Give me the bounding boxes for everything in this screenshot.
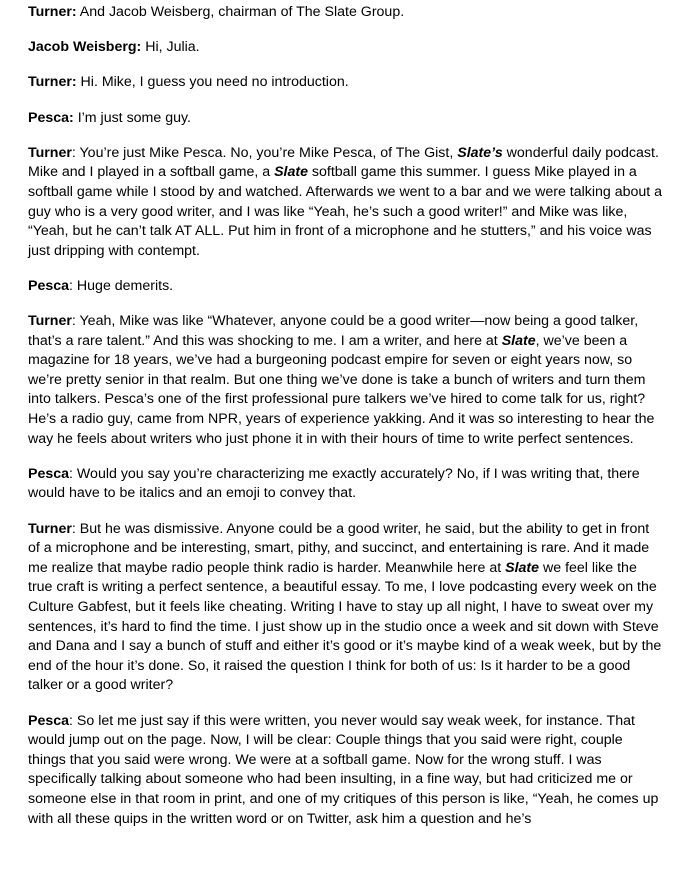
transcript-paragraph	[28, 73, 664, 93]
speaker-name: Pesca	[28, 712, 70, 729]
dialogue-text: : Yeah, Mike was like “Whatever, anyone could be a good writer—now being a good talker, that’s a rare talent.” And this was shocking to me. I am a writer, and here at	[28, 313, 639, 349]
publication-name: Slate	[505, 559, 540, 576]
speaker-name: Turner:	[28, 74, 77, 91]
transcript-paragraph	[28, 144, 664, 262]
speaker-name: Pesca	[28, 277, 70, 294]
dialogue-text: Hi, Julia.	[141, 39, 200, 56]
transcript-paragraph	[28, 520, 664, 696]
publication-name: Slate	[501, 332, 536, 349]
transcript-paragraph	[28, 712, 664, 830]
transcript-paragraph	[28, 38, 664, 58]
dialogue-text: : But he was dismissive. Anyone could be a good writer, he said, but the ability to get in front of a microphone and be interesting, smart, pithy, and succinct, and entertaining is rare. And it made me realize that maybe radio people think radio is harder. Meanwhile here at	[28, 520, 650, 576]
dialogue-text: softball game this summer. I guess Mike played in a softball game while I stood by and watched. Afterwards we went to a bar and we were talking about a guy who is a very good writer, and I was like “Yeah, he’s such a good writer!” and Mike was like, “Yeah, but he can’t talk AT ALL. Put him in front of a microphone and he stutters,” and his voice was just dripping with contempt.	[28, 164, 663, 259]
transcript-paragraph	[28, 277, 664, 297]
dialogue-text: : You’re just Mike Pesca. No, you’re Mike Pesca, of The Gist,	[71, 144, 458, 161]
speaker-name: Pesca	[28, 465, 70, 482]
dialogue-text: , we’ve been a magazine for 18 years, we’ve had a burgeoning podcast empire for seven or eight years now, so we’re pretty senior in that realm. But one thing we’ve done is take a bunch of writers and turn them into talkers. Pesca’s one of the first professional pure talkers we’ve hired to come talk for us, right? He’s a radio guy, came from NPR, years of experience yakking. And it was so interesting to hear the way he feels about writers who just phone it in with their hours of time to write perfect sentences.	[28, 332, 655, 447]
publication-name: Slate’s	[457, 144, 503, 161]
speaker-name: Turner	[28, 520, 72, 537]
speaker-name: Turner	[28, 144, 72, 161]
dialogue-text: wonderful daily podcast. Mike and I played in a softball game, a	[28, 144, 659, 181]
dialogue-text: I’m just some guy.	[73, 109, 191, 126]
dialogue-text: And Jacob Weisberg, chairman of The Slate Group.	[76, 4, 405, 20]
speaker-name: Pesca:	[28, 109, 74, 126]
transcript-paragraph	[28, 109, 664, 129]
speaker-name: Turner:	[28, 4, 77, 20]
transcript-document	[28, 3, 664, 845]
transcript-paragraph	[28, 3, 664, 23]
dialogue-text: : Would you say you’re characterizing me exactly accurately? No, if I was writing that, there would have to be italics and an emoji to convey that.	[28, 465, 640, 502]
transcript-paragraph	[28, 312, 664, 449]
speaker-name: Turner	[28, 313, 72, 330]
dialogue-text: : Huge demerits.	[69, 277, 174, 294]
publication-name: Slate	[274, 164, 308, 181]
dialogue-text: Hi. Mike, I guess you need no introduction.	[76, 74, 349, 91]
speaker-name: Jacob Weisberg:	[28, 39, 142, 56]
transcript-paragraph	[28, 465, 664, 504]
dialogue-text: : So let me just say if this were written, you never would say weak week, for instance. That would jump out on the page. Now, I will be clear: Couple things that you said were right, couple things that you said were wrong. We were at a softball game. Now for the wrong stuff. I was specifically talking about someone who had been insulting, in a fine way, but had criticized me or someone else in that room in print, and one of my critiques of this person is like, “Yeah, he comes up with all these quips in the written word or on Twitter, ask him a question and he’s	[28, 712, 659, 827]
dialogue-text: we feel like the true craft is writing a perfect sentence, a beautiful essay. To me, I love podcasting every week on the Culture Gabfest, but it feels like cheating. Writing I have to stay up all night, I have to sweat over my sentences, it’s hard to find the time. I just show up in the studio once a week and sit down with Steve and Dana and I say a bunch of stuff and either it’s good or it’s maybe kind of a weak week, but by the end of the hour it’s done. So, it raised the question I think for both of us: Is it harder to be a good talker or a good writer?	[28, 559, 662, 694]
